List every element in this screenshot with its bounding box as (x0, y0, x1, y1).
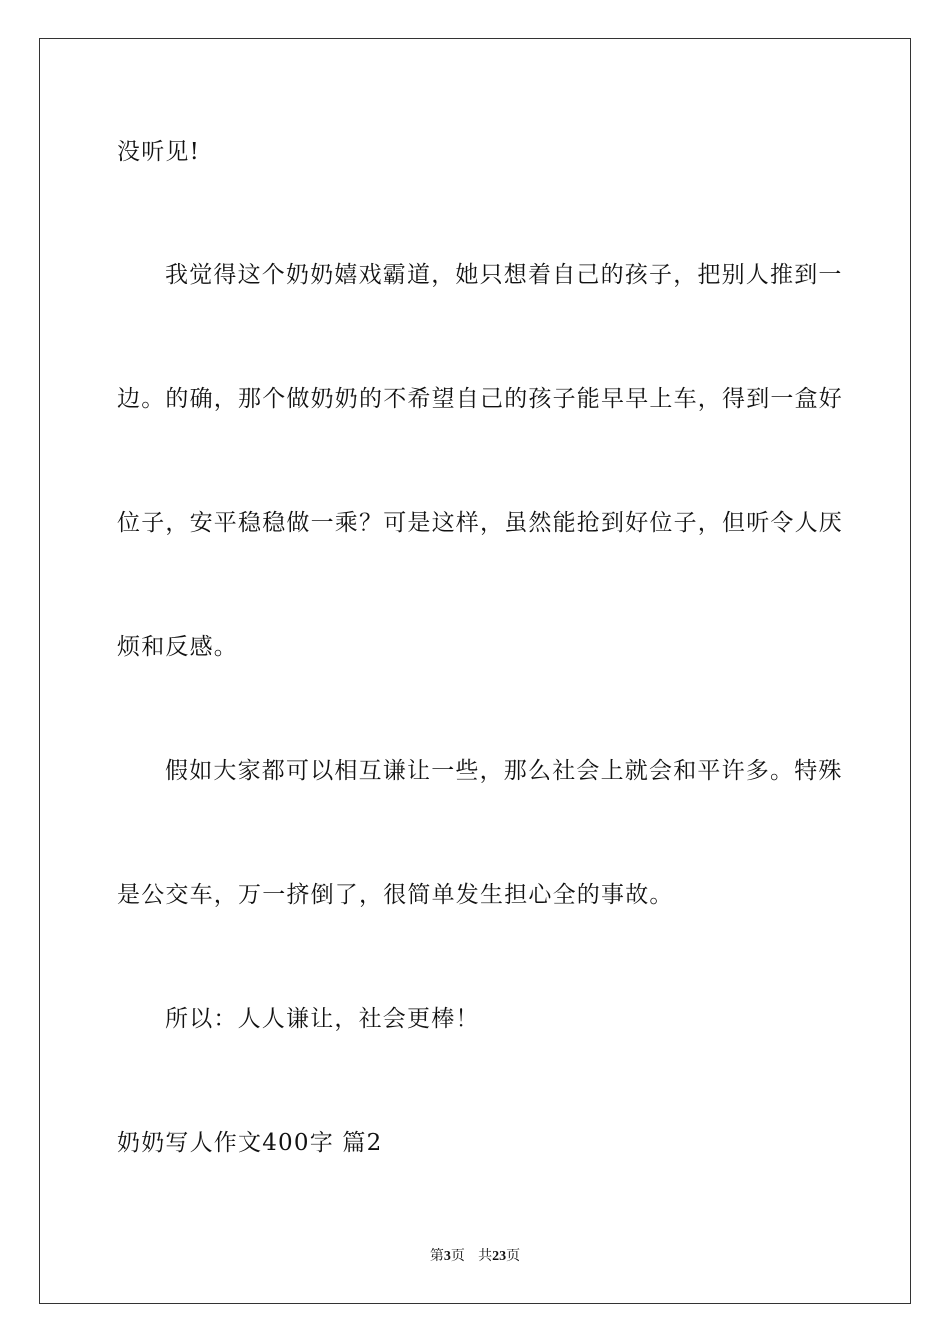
paragraph-line: 没听见! (117, 139, 201, 165)
page-number: 3 (443, 1249, 451, 1264)
page-suffix: 页 (450, 1248, 465, 1264)
paragraph-line: 所以：人人谦让，社会更棒！ (165, 1006, 480, 1032)
total-prefix: 共 (478, 1248, 493, 1264)
paragraph-line: 是公交车，万一挤倒了，很简单发生担心全的事故。 (117, 882, 674, 908)
page-footer (0, 1246, 950, 1267)
paragraph-line: 我觉得这个奶奶嬉戏霸道，她只想着自己的孩子，把别人推到一 (165, 262, 843, 288)
page-border (39, 38, 911, 1304)
total-pages: 23 (492, 1249, 507, 1264)
paragraph-line: 烦和反感。 (117, 634, 238, 660)
section-heading: 奶奶写人作文400字 篇2 (117, 1130, 383, 1156)
paragraph-line: 边。的确，那个做奶奶的不希望自己的孩子能早早上车，得到一盒好 (117, 386, 843, 412)
paragraph-line: 位子，安平稳稳做一乘？可是这样，虽然能抢到好位子，但听令人厌 (117, 510, 843, 536)
total-suffix: 页 (506, 1248, 521, 1264)
page-prefix: 第 (429, 1248, 444, 1264)
paragraph-line: 假如大家都可以相互谦让一些，那么社会上就会和平许多。特殊 (165, 758, 843, 784)
